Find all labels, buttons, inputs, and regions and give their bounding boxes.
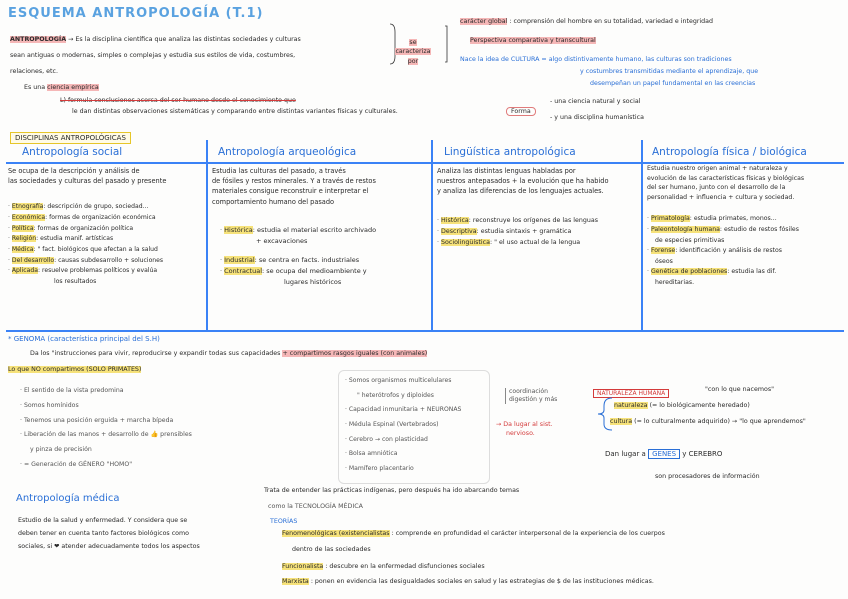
char3: [460, 56, 732, 65]
grid-bottom-line: [6, 330, 844, 332]
nat-def: (= lo biológicamente heredado): [649, 402, 750, 409]
comp-item: · Médula Espinal (Vertebrados): [345, 418, 461, 433]
arq-item: [220, 266, 428, 277]
comp-item: · Somos organismos multicelulares: [345, 374, 461, 389]
medica-body: [18, 514, 200, 554]
forma1: - una ciencia natural y social: [550, 98, 641, 105]
col-fisica: [647, 164, 845, 288]
ling-item-def: : estudia sintaxis + gramática: [476, 227, 572, 235]
cerebro-text: y CEREBRO: [682, 450, 723, 458]
grid-divider-2: [431, 140, 433, 332]
forma2: - y una disciplina humanística: [550, 114, 644, 121]
char3d: desempeñan un papel fundamental en las creencias: [590, 80, 756, 87]
coord2: digestión y más: [509, 395, 558, 403]
disciplinas-text: DISCIPLINAS ANTROPOLÓGICAS: [10, 132, 131, 144]
col-arq-body-2: materiales consigue reconstruir e interpretar el: [212, 187, 369, 196]
social-item: [8, 202, 204, 213]
disciplinas-label: [10, 125, 131, 144]
fis-item: [647, 214, 845, 225]
no-comp-list: [20, 384, 192, 473]
social-item: [8, 245, 204, 256]
naturaleza-label-text: NATURALEZA HUMANA: [593, 389, 669, 398]
intro-term: ANTROPOLOGÍA: [10, 36, 67, 43]
ling-item-term: Descriptiva: [441, 227, 477, 235]
coord-note: [505, 388, 557, 404]
forma-label: [506, 108, 536, 117]
lugar-note: [496, 420, 553, 439]
social-item-def: : formas de organización política: [33, 224, 134, 232]
fis-item-term: Genética de poblaciones: [650, 268, 728, 276]
comp-item: " heterótrofos y diploides: [357, 391, 434, 399]
col-fis-body-3: personalidad + influencia + cultura y sociedad.: [647, 193, 795, 201]
naturaleza-q1: "con lo que nacemos": [705, 386, 775, 393]
genes-box: GENES: [648, 449, 680, 459]
teorias-label: TEORÍAS: [270, 518, 298, 525]
fis-item-cont: de especies primitivas: [655, 236, 725, 244]
no-comp-item: y pinza de precisión: [30, 446, 92, 453]
lugar2: nervioso.: [506, 430, 535, 438]
fis-item: [647, 246, 845, 257]
nat-line: [614, 402, 750, 411]
arq-tail: lugares históricos: [284, 278, 342, 287]
col-arqueologica: [212, 166, 428, 288]
medica-body-2: sociales, si ❤ atender adecuadamente todos los aspectos: [18, 543, 200, 551]
teoria-1-cont: dentro de las sociedades: [292, 546, 371, 553]
coord1: coordinación: [509, 388, 548, 395]
char3-a: Nace la idea de CULTURA: [460, 56, 540, 63]
col-fis-body-0: Estudia nuestro origen animal + naturaleza y: [647, 165, 788, 172]
social-item-term: Médica: [11, 246, 34, 254]
genes-line: [605, 450, 722, 460]
formula1-text: L) formula conclusiones acerca del ser humano desde el conocimiento que: [60, 97, 296, 104]
arq-item-term: Contractual: [224, 267, 263, 276]
teoria-2-def: : descubre en la enfermedad disfunciones sociales: [325, 563, 485, 570]
char2-text: Perspectiva comparativa y transcultural: [470, 37, 596, 44]
col-head-fisica: Antropología física / biológica: [652, 146, 807, 158]
col-head-arqueologica: Antropología arqueológica: [218, 146, 357, 158]
genoma-no-comp: [8, 366, 141, 375]
genoma-line1a: Da los "instrucciones para vivir, reproducirse y expandir todas sus capacidades: [30, 350, 281, 357]
col-fis-body-1: evolución de las características físicas y biológicas: [647, 174, 805, 182]
arq-item-cont: + excavaciones: [256, 236, 308, 245]
col-ling-body-0: Analiza las distintas lenguas habladas por: [437, 167, 576, 175]
no-comp-item: · = Generación de GÉNERO "HOMO": [20, 458, 192, 473]
col-linguistica: [437, 166, 637, 248]
teoria-1: [282, 530, 665, 539]
no-comp-item: · Tenemos una posición erguida + marcha bípeda: [20, 414, 192, 429]
grid-divider-3: [641, 140, 643, 332]
lugar1: → Da lugar al sist.: [496, 421, 553, 428]
forma-text: Forma: [506, 107, 536, 116]
formula1: [60, 97, 296, 106]
col-social: [8, 166, 204, 288]
teoria-1-def: : comprende en profundidad el carácter interpersonal de la experiencia de los cuerpos: [391, 530, 665, 537]
genoma-title: [8, 335, 160, 345]
cul-term: cultura: [610, 418, 633, 425]
social-item: [8, 266, 204, 277]
ling-item: [437, 237, 637, 248]
fis-item-def: : identificación y análisis de restos: [675, 247, 782, 255]
col-arq-body-1: de fósiles y restos minerales. Y a través de restos: [212, 177, 376, 186]
no-comp-item: · Liberación de las manos + desarrollo de 👍 prensibles: [20, 428, 192, 443]
ling-item-term: Histórica: [441, 216, 469, 224]
social-item-def: : " fact. biológicos que afectan a la salud: [33, 246, 158, 254]
col-fis-body-2: del ser humano, junto con el desarrollo de la: [647, 184, 786, 192]
intro-line4a: Es una: [24, 84, 46, 91]
ciencia-empirica: ciencia empírica: [47, 84, 99, 91]
col-arq-body-0: Estudia las culturas del pasado, a través: [212, 167, 346, 175]
teoria-3: [282, 578, 654, 587]
formula2: [72, 108, 398, 117]
no-comp-text: Lo que NO compartimos (SOLO PRIMATES): [8, 366, 142, 373]
medica-trata: Trata de entender las prácticas indígenas, pero después ha ido abarcando temas: [264, 487, 520, 494]
fis-item-term: Forense: [650, 247, 676, 255]
arq-item-term: Histórica: [224, 225, 253, 234]
ling-item: [437, 226, 637, 237]
social-item-def: : formas de organización económica: [45, 214, 156, 222]
social-item-def: : descripción de grupo, sociedad...: [43, 203, 149, 211]
medica-title: Antropología médica: [16, 493, 120, 504]
social-item-term: Etnografía: [11, 203, 44, 211]
social-item-term: Política: [11, 224, 34, 232]
social-item: [8, 213, 204, 224]
medica-body-1: deben tener en cuenta tanto factores biológicos como: [18, 530, 189, 538]
ling-item-term: Sociolingüística: [441, 238, 490, 246]
social-item: [8, 234, 204, 245]
fis-item: [647, 267, 845, 278]
social-item-def: : causas subdesarrollo + soluciones: [54, 256, 164, 264]
arq-item: [220, 225, 428, 236]
fis-item-def: : estudia primates, monos...: [689, 215, 777, 223]
teoria-2-term: Funcionalista: [282, 563, 324, 570]
social-item-term: Religión: [11, 235, 37, 243]
procesadores: son procesadores de información: [655, 473, 760, 480]
genoma-title-text: * GENOMA (característica principal del S.H): [8, 335, 160, 343]
col-social-body-1: las sociedades y culturas del pasado y presente: [8, 177, 167, 186]
medica-como: como la TECNOLOGÍA MÉDICA: [268, 503, 363, 510]
nat-term: naturaleza: [614, 402, 648, 409]
teoria-3-def: : ponen en evidencia las desigualdades sociales en salud y las estrategias de $ de las instituciones médicas.: [310, 578, 654, 585]
col-head-linguistica: Lingüística antropológica: [444, 146, 576, 158]
col-ling-body-2: y analiza las diferencias de los lenguajes actuales.: [437, 187, 604, 196]
comp-item: · Mamífero placentario: [345, 462, 461, 477]
social-item-term: Económica: [11, 214, 46, 222]
formula2-text: le dan distintas observaciones sistemáticas y comparando entre distintas variantes físicas y culturales.: [72, 108, 398, 115]
arq-item-term: Industrial: [224, 255, 255, 264]
arq-item-def: : se ocupa del medioambiente y: [262, 267, 367, 276]
intro-line2: sean antiguas o modernas, simples o complejas y estudia sus estilos de vida, costumbres,: [10, 52, 296, 59]
social-item: [8, 256, 204, 267]
intro-line4: [24, 84, 99, 93]
comp-item: · Bolsa amniótica: [345, 447, 461, 462]
cul-def: (= lo culturalmente adquirido) → "lo que aprendemos": [634, 418, 806, 425]
comp-item: · Cerebro → con plasticidad: [345, 433, 461, 448]
social-item: [8, 224, 204, 235]
page-title: ESQUEMA ANTROPOLOGÍA (T.1): [8, 6, 264, 21]
col-social-body-0: Se ocupa de la descripción y análisis de: [8, 167, 140, 175]
intro-line3: relaciones, etc.: [10, 68, 58, 75]
char3-b: = algo distintivamente humano, las culturas son tradiciones: [541, 56, 732, 63]
cul-line: [610, 418, 806, 427]
fis-item-term: Primatología: [650, 215, 690, 223]
social-item-term: Del desarrollo: [11, 256, 55, 264]
col-ling-body-1: nuestros antepasados + la evolución que ha habido: [437, 177, 609, 186]
intro-line1: [10, 36, 301, 45]
char2: [470, 37, 596, 46]
no-comp-item: · El sentido de la vista predomina: [20, 384, 192, 399]
social-tail: los resultados: [54, 278, 97, 286]
fis-item-term: Paleontología humana: [650, 225, 720, 233]
comp-item: · Capacidad inmunitaria + NEURONAS: [345, 403, 461, 418]
teoria-3-term: Marxista: [282, 578, 309, 585]
social-item-def: : resuelve problemas políticos y evalúa: [38, 267, 158, 275]
fis-item: [647, 225, 845, 236]
arq-item-def: : estudia el material escrito archivado: [252, 225, 377, 234]
social-item-term: Aplicada: [11, 267, 38, 275]
ling-item-def: : reconstruye los orígenes de las lenguas: [468, 216, 599, 224]
char1-def: : comprensión del hombre en su totalidad, variedad e integridad: [509, 18, 714, 25]
arq-item-def: : se centra en facts. industriales: [254, 255, 360, 264]
social-item-def: : estudia manif. artísticas: [36, 235, 114, 243]
fis-item-def: : estudia las dif.: [727, 268, 777, 276]
col-head-social: Antropología social: [22, 146, 123, 158]
genes-lugar: Dan lugar a: [605, 450, 646, 458]
char1-term: carácter global: [460, 18, 508, 25]
char3c: y costumbres transmitidas mediante el aprendizaje, que: [580, 68, 759, 75]
ling-item: [437, 215, 637, 226]
genoma-line1b: + compartimos rasgos iguales (con animales): [282, 350, 428, 357]
fis-item-cont: hereditarias.: [655, 278, 695, 286]
caracteriza-label: [393, 38, 433, 66]
comp-list: [345, 374, 461, 476]
teoria-2: [282, 563, 485, 572]
fis-item-cont: óseos: [655, 257, 673, 265]
intro-def1: → Es la disciplina científica que analiza las distintas sociedades y culturas: [68, 36, 301, 43]
arq-item: [220, 255, 428, 266]
caracteriza-text: se caracteriza por: [395, 39, 431, 65]
grid-divider-1: [206, 140, 208, 332]
genoma-line1: [30, 350, 427, 359]
fis-item-def: : estudio de restos fósiles: [719, 225, 799, 233]
no-comp-item: · Somos homínidos: [20, 399, 192, 414]
ling-item-def: : " el uso actual de la lengua: [489, 238, 581, 246]
col-arq-body-3: comportamiento humano del pasado: [212, 197, 335, 206]
teoria-1-term: Fenomenológicas (existencialistas: [282, 530, 390, 537]
char1: [460, 18, 713, 27]
medica-body-0: Estudio de la salud y enfermedad. Y considera que se: [18, 517, 188, 524]
